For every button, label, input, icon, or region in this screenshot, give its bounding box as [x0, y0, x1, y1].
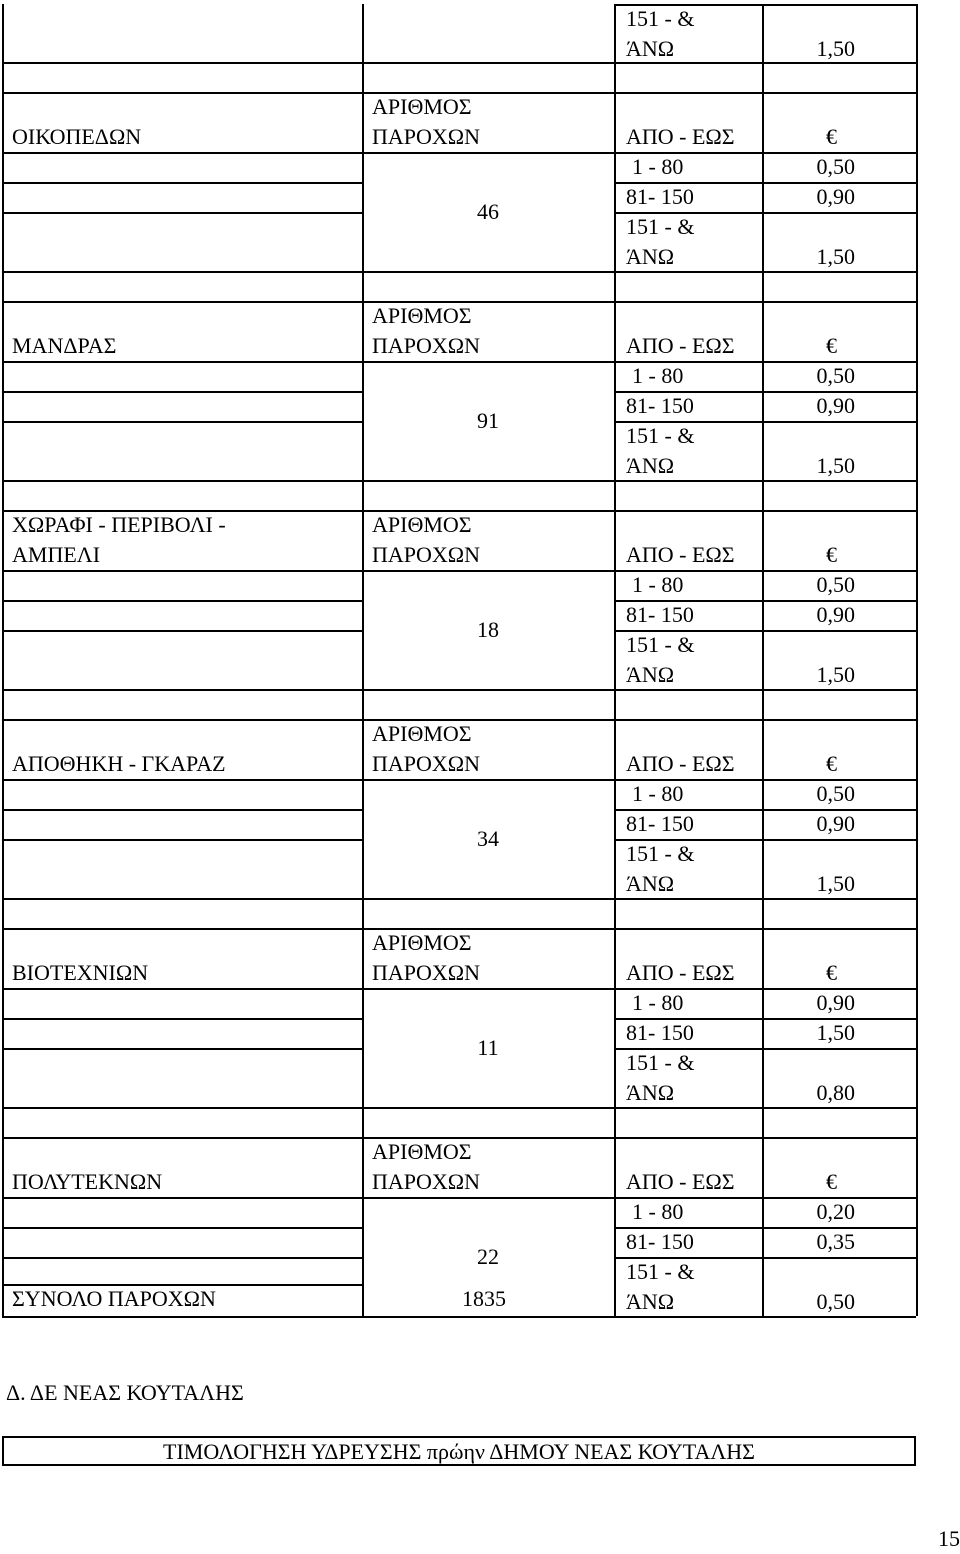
range-cell: 151 - & ΆΝΩ: [626, 632, 695, 687]
range-header: ΑΠΟ - ΕΩΣ: [626, 124, 735, 149]
table-rule-vertical: [2, 480, 4, 689]
table-rule: [2, 212, 362, 214]
table-rule: [2, 630, 362, 632]
table-rule-vertical: [2, 689, 4, 898]
currency-symbol: €: [826, 124, 837, 149]
table-rule-vertical: [614, 689, 616, 898]
range-cell: 1 - 80: [632, 990, 684, 1015]
value-cell: 0,90: [816, 184, 855, 209]
range-header: ΑΠΟ - ΕΩΣ: [626, 960, 735, 985]
value-cell: 0,50: [816, 572, 855, 597]
table-rule-vertical: [2, 898, 4, 1107]
range-cell: 1 - 80: [632, 781, 684, 806]
range-header: ΑΠΟ - ΕΩΣ: [626, 542, 735, 567]
connection-count: 91: [477, 408, 499, 433]
table-rule: [2, 1048, 362, 1050]
page-number: 15: [938, 1526, 960, 1551]
category-label: ΟΙΚΟΠΕΔΩΝ: [12, 124, 142, 149]
value-cell: 1,50: [816, 1020, 855, 1045]
count-header: ΑΡΙΘΜΟΣ ΠΑΡΟΧΩΝ: [372, 1139, 481, 1194]
table-rule: [2, 839, 362, 841]
value-cell: 1,50: [816, 36, 855, 61]
table-rule: [2, 1316, 916, 1318]
value-cell: 0,35: [816, 1229, 855, 1254]
table-rule: [2, 600, 362, 602]
table-rule-vertical: [2, 271, 4, 480]
range-cell: 1 - 80: [632, 154, 684, 179]
range-cell: 151 - & ΆΝΩ: [626, 1259, 695, 1314]
currency-symbol: €: [826, 542, 837, 567]
currency-symbol: €: [826, 1169, 837, 1194]
table-rule: [2, 1227, 362, 1229]
category-label: ΠΟΛΥΤΕΚΝΩΝ: [12, 1169, 163, 1194]
table-rule-vertical: [2, 62, 4, 271]
table-rule-vertical: [916, 689, 918, 898]
table-rule-vertical: [916, 271, 918, 480]
municipality-label: Δ. ΔΕ ΝΕΑΣ ΚΟΥΤΑΛΗΣ: [6, 1380, 244, 1405]
connection-count: 11: [477, 1035, 499, 1060]
category-label: ΑΠΟΘΗΚΗ - ΓΚΑΡΑΖ: [12, 751, 226, 776]
table-rule: [2, 809, 362, 811]
range-cell: 81- 150: [626, 393, 694, 418]
range-cell: 1 - 80: [632, 572, 684, 597]
table-rule-vertical: [916, 4, 918, 64]
range-cell: 81- 150: [626, 1229, 694, 1254]
value-cell: 0,50: [816, 1289, 855, 1314]
range-cell: 151 - & ΆΝΩ: [626, 423, 695, 478]
range-cell: 151 - & ΆΝΩ: [626, 6, 695, 61]
value-cell: 0,50: [816, 363, 855, 388]
range-header: ΑΠΟ - ΕΩΣ: [626, 1169, 735, 1194]
total-value: 1835: [462, 1286, 506, 1311]
category-label: ΧΩΡΑΦΙ - ΠΕΡΙΒΟΛΙ - ΑΜΠΕΛΙ: [12, 512, 226, 567]
currency-symbol: €: [826, 960, 837, 985]
range-cell: 1 - 80: [632, 1199, 684, 1224]
table-rule-vertical: [614, 898, 616, 1107]
connection-count: 46: [477, 199, 499, 224]
range-cell: 151 - & ΆΝΩ: [626, 841, 695, 896]
value-cell: 0,50: [816, 781, 855, 806]
connection-count: 34: [477, 826, 499, 851]
value-cell: 0,20: [816, 1199, 855, 1224]
table-rule: [2, 391, 362, 393]
value-cell: 0,50: [816, 154, 855, 179]
table-rule-vertical: [614, 62, 616, 271]
count-header: ΑΡΙΘΜΟΣ ΠΑΡΟΧΩΝ: [372, 721, 481, 776]
category-label: ΜΑΝΔΡΑΣ: [12, 333, 117, 358]
range-header: ΑΠΟ - ΕΩΣ: [626, 333, 735, 358]
table-rule: [2, 421, 362, 423]
value-cell: 0,90: [816, 811, 855, 836]
table-rule: [2, 1018, 362, 1020]
table-rule-vertical: [916, 62, 918, 271]
table-rule-vertical: [614, 271, 616, 480]
count-header: ΑΡΙΘΜΟΣ ΠΑΡΟΧΩΝ: [372, 512, 481, 567]
table-rule: [2, 182, 362, 184]
connection-count: 18: [477, 617, 499, 642]
category-label: ΒΙΟΤΕΧΝΙΩΝ: [12, 960, 149, 985]
range-cell: 81- 150: [626, 602, 694, 627]
value-cell: 1,50: [816, 871, 855, 896]
table-rule-vertical: [916, 1107, 918, 1316]
value-cell: 1,50: [816, 662, 855, 687]
range-cell: 81- 150: [626, 184, 694, 209]
range-cell: 1 - 80: [632, 363, 684, 388]
value-cell: 0,90: [816, 393, 855, 418]
range-header: ΑΠΟ - ΕΩΣ: [626, 751, 735, 776]
range-cell: 151 - & ΆΝΩ: [626, 214, 695, 269]
table-rule-vertical: [362, 4, 364, 64]
currency-symbol: €: [826, 751, 837, 776]
value-cell: 0,80: [816, 1080, 855, 1105]
range-cell: 151 - & ΆΝΩ: [626, 1050, 695, 1105]
value-cell: 0,90: [816, 990, 855, 1015]
table-rule-vertical: [916, 480, 918, 689]
footer-title: ΤΙΜΟΛΟΓΗΣΗ ΥΔΡΕΥΣΗΣ πρώην ΔΗΜΟΥ ΝΕΑΣ ΚΟΥΤΑΛΗΣ: [2, 1436, 916, 1466]
value-cell: 1,50: [816, 244, 855, 269]
table-rule: [2, 1257, 362, 1259]
table-rule-vertical: [2, 4, 4, 64]
table-rule-vertical: [614, 1107, 616, 1316]
range-cell: 81- 150: [626, 1020, 694, 1045]
total-label: ΣΥΝΟΛΟ ΠΑΡΟΧΩΝ: [12, 1286, 216, 1311]
table-rule-vertical: [916, 898, 918, 1107]
currency-symbol: €: [826, 333, 837, 358]
value-cell: 1,50: [816, 453, 855, 478]
count-header: ΑΡΙΘΜΟΣ ΠΑΡΟΧΩΝ: [372, 930, 481, 985]
count-header: ΑΡΙΘΜΟΣ ΠΑΡΟΧΩΝ: [372, 303, 481, 358]
count-header: ΑΡΙΘΜΟΣ ΠΑΡΟΧΩΝ: [372, 94, 481, 149]
table-rule-vertical: [614, 4, 616, 64]
range-cell: 81- 150: [626, 811, 694, 836]
table-rule-vertical: [614, 480, 616, 689]
value-cell: 0,90: [816, 602, 855, 627]
connection-count: 22: [477, 1244, 499, 1269]
